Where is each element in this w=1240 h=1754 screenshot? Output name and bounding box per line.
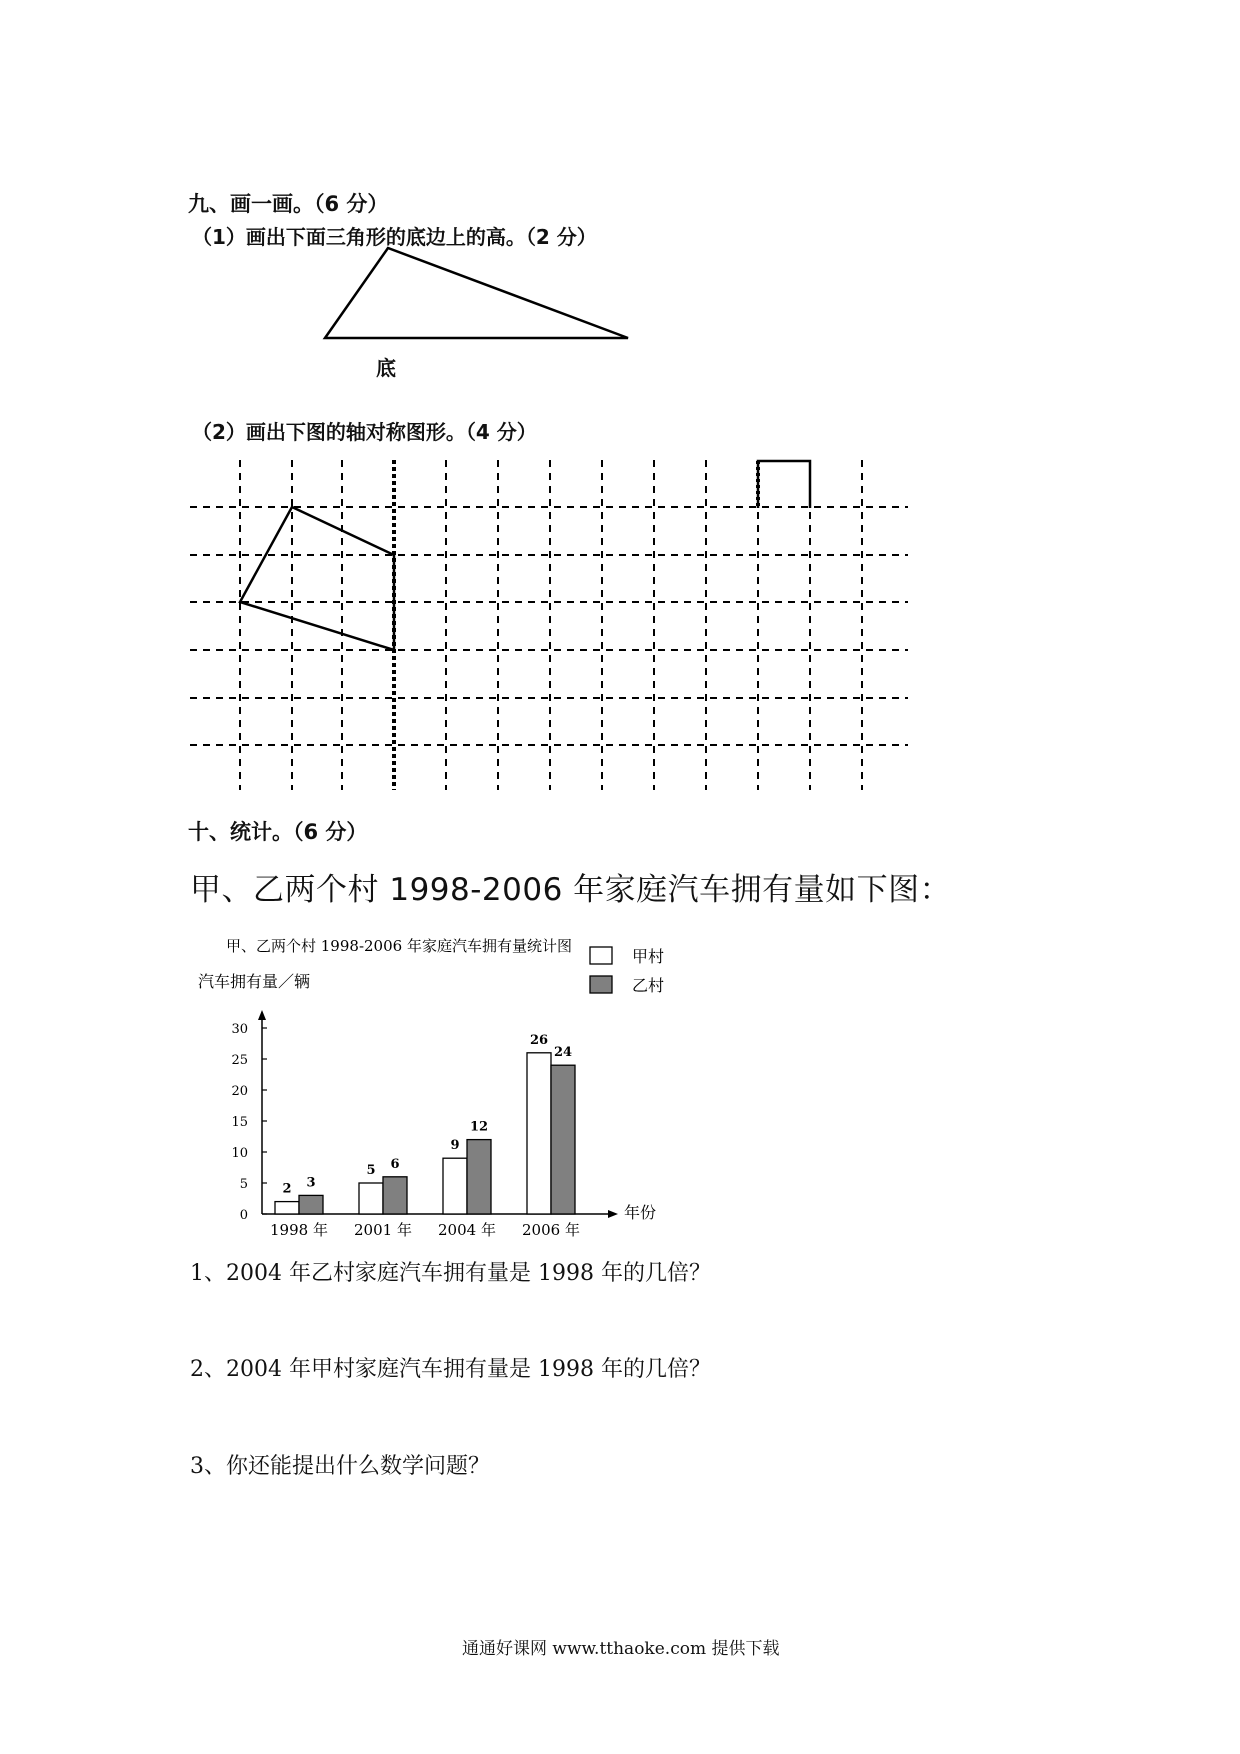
bar-value-label: 12 — [469, 1119, 489, 1135]
y-tick-label: 20 — [231, 1084, 248, 1099]
y-tick-label: 5 — [239, 1177, 248, 1192]
bar-value-label: 3 — [306, 1175, 316, 1191]
statistics-intro: 甲、乙两个村 1998-2006 年家庭汽车拥有量如下图： — [190, 872, 952, 908]
triangle-figure — [325, 248, 628, 338]
y-tick-label: 15 — [231, 1115, 248, 1130]
bar-jiacun — [443, 1158, 467, 1214]
chart-bars — [275, 1033, 575, 1214]
bar-value-label: 9 — [450, 1138, 460, 1154]
footer-credit: 通通好课网 www.tthaoke.com 提供下载 — [462, 1639, 780, 1659]
bar-jiacun — [275, 1202, 299, 1214]
stats-question-2: 2、2004 年甲村家庭汽车拥有量是 1998 年的几倍？ — [190, 1357, 711, 1382]
bar-yicun — [467, 1140, 491, 1214]
bar-value-label: 2 — [282, 1181, 292, 1197]
bar-value-label: 5 — [366, 1163, 376, 1178]
x-tick-label: 2001 年 — [354, 1221, 412, 1239]
legend-label: 乙村 — [632, 976, 665, 995]
bar-value-label: 6 — [390, 1156, 400, 1172]
legend-swatch — [590, 976, 612, 993]
triangle-base-label: 底 — [376, 356, 396, 380]
legend-swatch — [590, 947, 612, 964]
question-draw-symmetry: （2）画出下图的轴对称图形。（4 分） — [192, 420, 537, 444]
question-draw-height: （1）画出下面三角形的底边上的高。（2 分） — [192, 225, 597, 249]
y-tick-label: 0 — [239, 1208, 248, 1223]
chart-legend — [590, 947, 664, 995]
quadrilateral-figure — [240, 507, 394, 650]
y-tick-label: 25 — [231, 1053, 248, 1068]
y-tick-label: 10 — [231, 1146, 248, 1161]
x-axis-label: 年份 — [624, 1203, 657, 1222]
section-10-title: 十、统计。（6 分） — [188, 820, 368, 844]
bar-yicun — [551, 1065, 575, 1214]
y-tick-label: 30 — [231, 1022, 248, 1037]
bar-yicun — [299, 1195, 323, 1214]
section-9-title: 九、画一画。（6 分） — [188, 192, 389, 216]
x-axis-arrow — [608, 1210, 618, 1218]
small-box-figure — [758, 461, 810, 508]
y-axis-arrow — [258, 1010, 266, 1020]
stats-question-1: 1、2004 年乙村家庭汽车拥有量是 1998 年的几倍？ — [190, 1261, 711, 1286]
bar-value-label: 26 — [529, 1032, 549, 1048]
legend-label: 甲村 — [632, 947, 665, 966]
bar-chart — [198, 937, 664, 1239]
x-tick-label: 2006 年 — [522, 1221, 580, 1239]
stats-question-3: 3、你还能提出什么数学问题？ — [190, 1454, 490, 1479]
bar-yicun — [383, 1177, 407, 1214]
x-tick-label: 2004 年 — [438, 1221, 496, 1239]
x-tick-label: 1998 年 — [270, 1221, 328, 1239]
bar-jiacun — [527, 1053, 551, 1214]
bar-jiacun — [359, 1183, 383, 1214]
chart-title: 甲、乙两个村 1998-2006 年家庭汽车拥有量统计图 — [226, 937, 572, 955]
bar-value-label: 24 — [553, 1045, 573, 1061]
y-axis-label: 汽车拥有量／辆 — [198, 972, 311, 991]
